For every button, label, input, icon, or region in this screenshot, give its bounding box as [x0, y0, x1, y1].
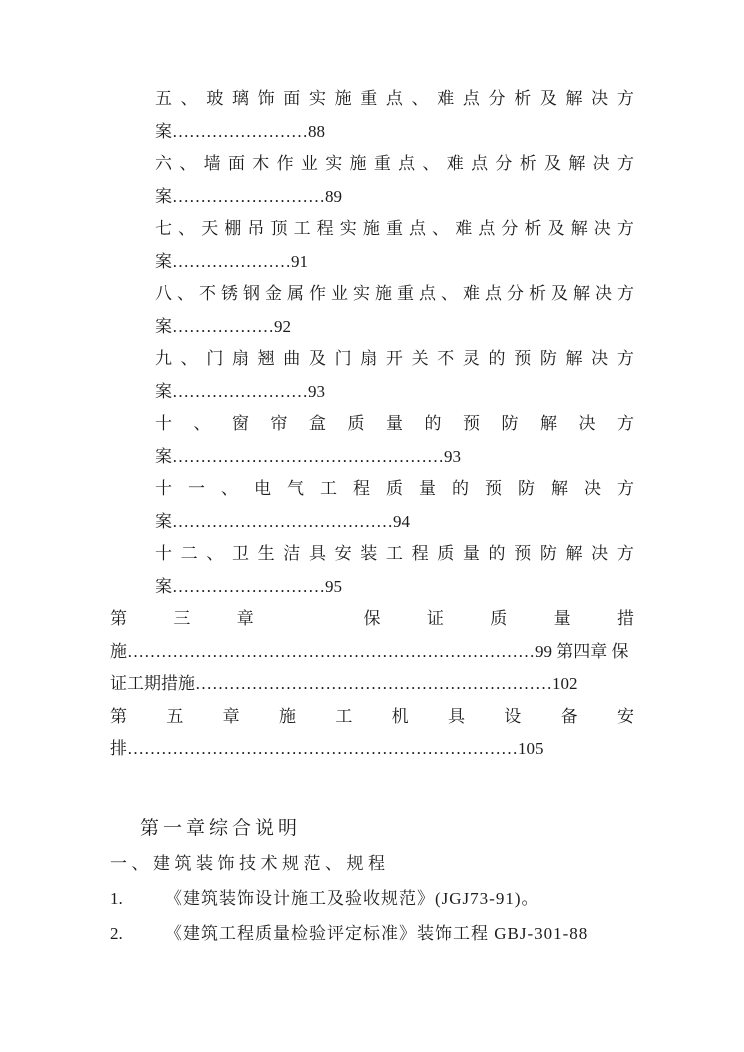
toc-chapter-leader-line: 施………………………………………………………………99 第四章 保 [110, 641, 629, 661]
toc-item [155, 408, 634, 473]
toc-item [155, 473, 634, 538]
toc-item [155, 343, 634, 408]
section-subheading: 一、建筑装饰技术规范、规程 [110, 853, 390, 873]
toc-entry-leader-line: 案……………………88 [155, 121, 325, 141]
chapter-heading: 第一章综合说明 [140, 817, 302, 839]
toc-entry-title-line: 十 、 窗 帘 盒 质 量 的 预 防 解 决 方 [155, 414, 634, 433]
reference-text: 《建筑装饰设计施工及验收规范》(JGJ73-91)。 [165, 888, 540, 908]
toc-entry-leader-line: 案…………………………………………93 [155, 446, 461, 466]
toc-entry-title-line: 五 、 玻 璃 饰 面 实 施 重 点 、 难 点 分 析 及 解 决 方 [155, 89, 634, 108]
toc-item [155, 213, 634, 278]
toc-item [155, 148, 634, 213]
toc-entry-leader-line: 案……………………93 [155, 381, 325, 401]
toc-item [155, 278, 634, 343]
toc-entry-leader-line: 案…………………………………94 [155, 511, 410, 531]
toc-entry-title-line: 七 、 天 棚 吊 顶 工 程 实 施 重 点 、 难 点 分 析 及 解 决 方 [155, 219, 634, 238]
toc-chapter-item [110, 603, 634, 701]
toc-item [155, 83, 634, 148]
toc-entry-title-line: 八 、 不 锈 钢 金 属 作 业 实 施 重 点 、 难 点 分 析 及 解 决 方 [155, 284, 634, 303]
toc-entry-leader-line: 案………………………89 [155, 186, 342, 206]
toc-entry-leader-line: 案…………………91 [155, 251, 308, 271]
toc-chapter-title-line: 第 三 章 保 证 质 量 措 [110, 609, 634, 628]
body-section [110, 811, 634, 951]
toc-chapter-title-line: 第 五 章 施 工 机 具 设 备 安 [110, 706, 634, 726]
toc-chapter-leader-line: 证工期措施………………………………………………………102 [110, 674, 578, 693]
reference-item [110, 916, 634, 951]
reference-number: 1. [110, 888, 123, 908]
toc-entry-leader-line: 案………………92 [155, 316, 291, 336]
toc-section [110, 83, 634, 766]
toc-entry-title-line: 十 二 、 卫 生 洁 具 安 装 工 程 质 量 的 预 防 解 决 方 [155, 544, 634, 563]
reference-item [110, 881, 634, 916]
toc-entry-title-line: 九 、 门 扇 翘 曲 及 门 扇 开 关 不 灵 的 预 防 解 决 方 [155, 349, 634, 368]
toc-item [155, 538, 634, 603]
toc-entry-title-line: 六 、 墙 面 木 作 业 实 施 重 点 、 难 点 分 析 及 解 决 方 [155, 154, 634, 173]
toc-chapter-leader-line: 排……………………………………………………………105 [110, 739, 544, 758]
toc-entry-title-line: 十 一 、 电 气 工 程 质 量 的 预 防 解 决 方 [155, 479, 634, 498]
toc-entry-leader-line: 案………………………95 [155, 576, 342, 596]
reference-text: 《建筑工程质量检验评定标准》装饰工程 GBJ-301-88 [165, 923, 589, 943]
toc-chapter-item [110, 701, 634, 766]
reference-number: 2. [110, 923, 123, 943]
